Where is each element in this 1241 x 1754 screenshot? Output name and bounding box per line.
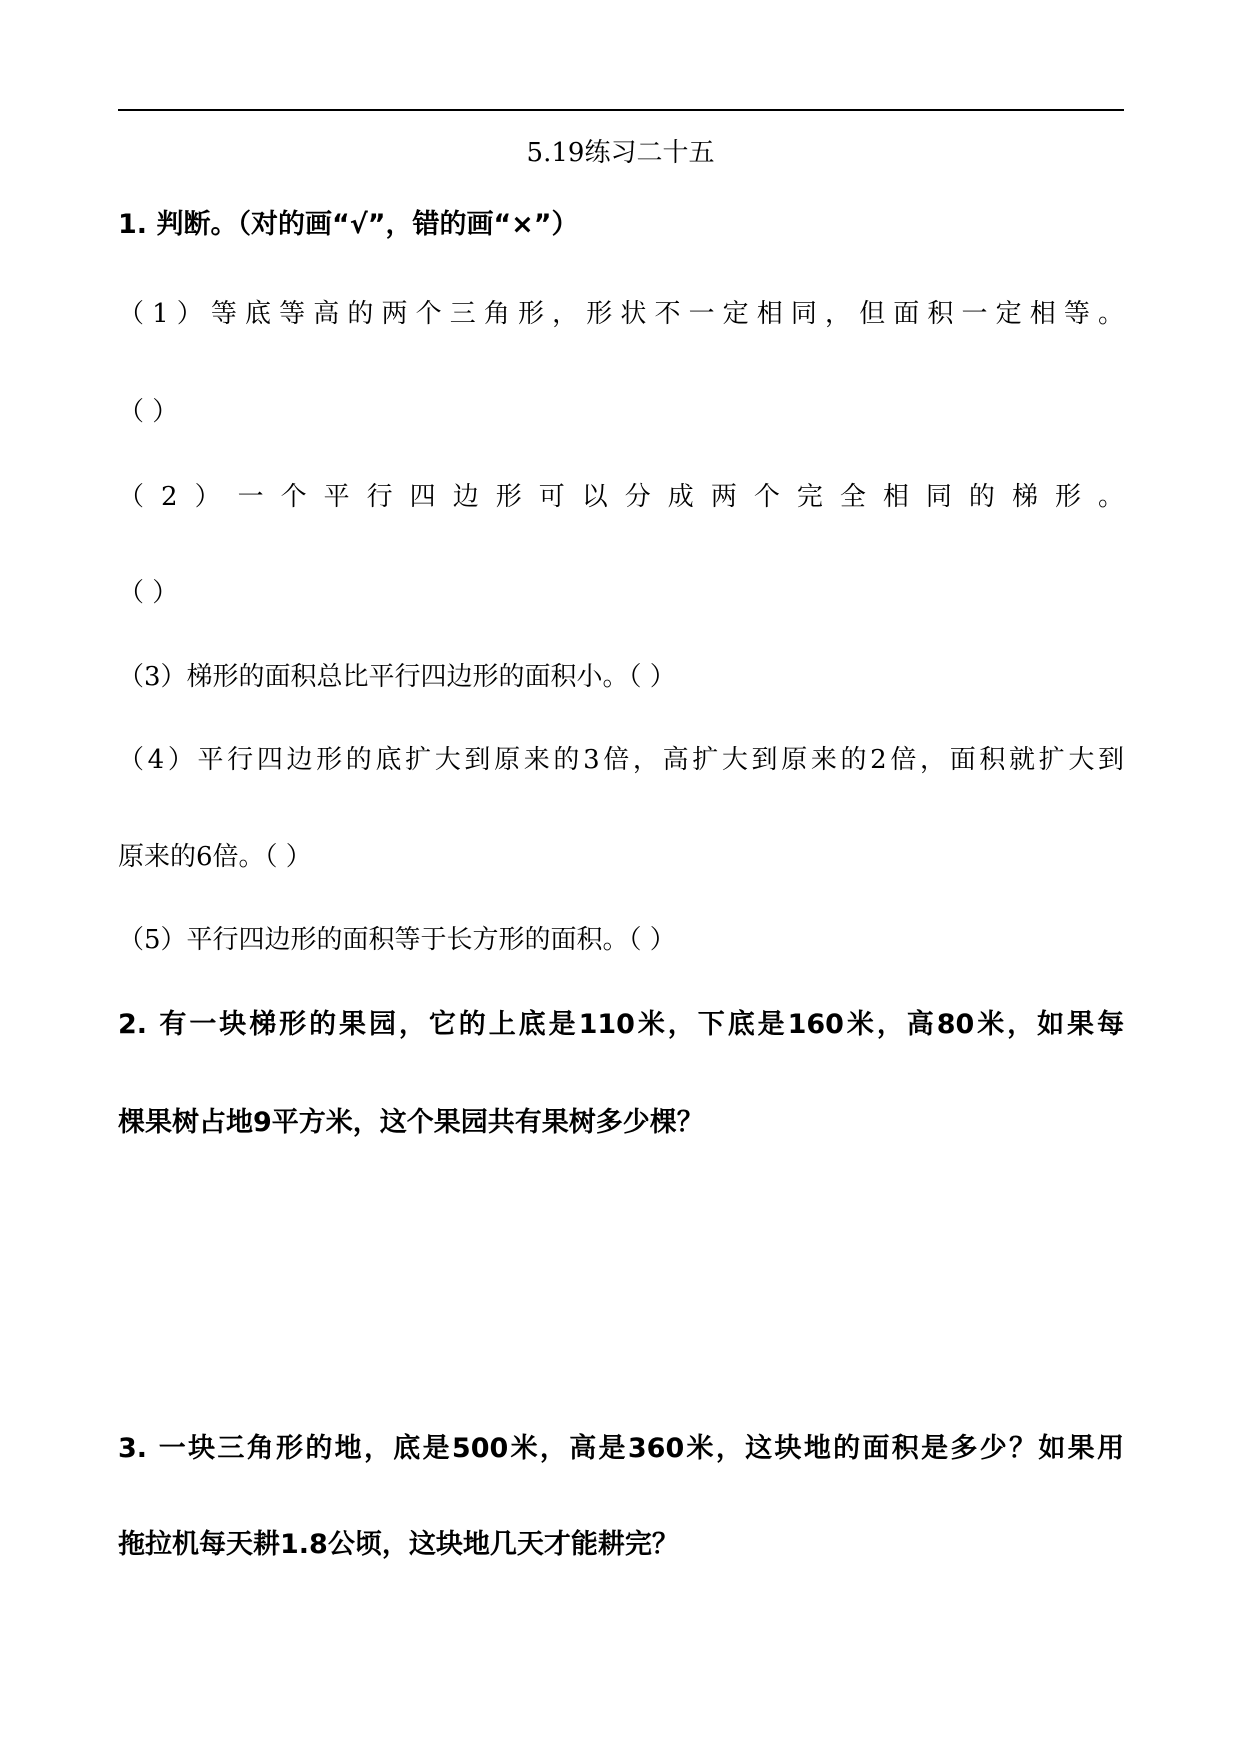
question-3-line-2: 拖拉机每天耕1.8公顷，这块地几天才能耕完？ [118,1529,679,1560]
question-2-line-2: 棵果树占地9平方米，这个果园共有果树多少棵？ [118,1107,704,1138]
question-1-item-2-blank: （ ） [118,578,179,608]
question-1-item-3: （3）梯形的面积总比平行四边形的面积小。（ ） [118,662,676,692]
question-1-item-4-line-1: （4）平行四边形的底扩大到原来的3倍，高扩大到原来的2倍，面积就扩大到 [118,745,1124,775]
question-1-heading: 1. 判断。（对的画“√”，错的画“×”） [118,209,579,240]
question-2-line-1: 2. 有一块梯形的果园，它的上底是110米，下底是160米，高80米，如果每 [118,1009,1124,1040]
question-3-line-1: 3. 一块三角形的地，底是500米，高是360米，这块地的面积是多少？如果用 [118,1433,1124,1464]
page-title: 5.19练习二十五 [526,138,715,168]
question-1-item-1-text: （1）等底等高的两个三角形，形状不一定相同，但面积一定相等。 [118,299,1124,329]
question-1-item-2-text: （2）一个平行四边形可以分成两个完全相同的梯形。 [118,482,1124,512]
question-1-item-4-line-2: 原来的6倍。（ ） [118,842,312,872]
question-1-item-1-blank: （ ） [118,397,179,427]
question-1-item-5: （5）平行四边形的面积等于长方形的面积。（ ） [118,925,676,955]
header-rule [118,109,1124,111]
